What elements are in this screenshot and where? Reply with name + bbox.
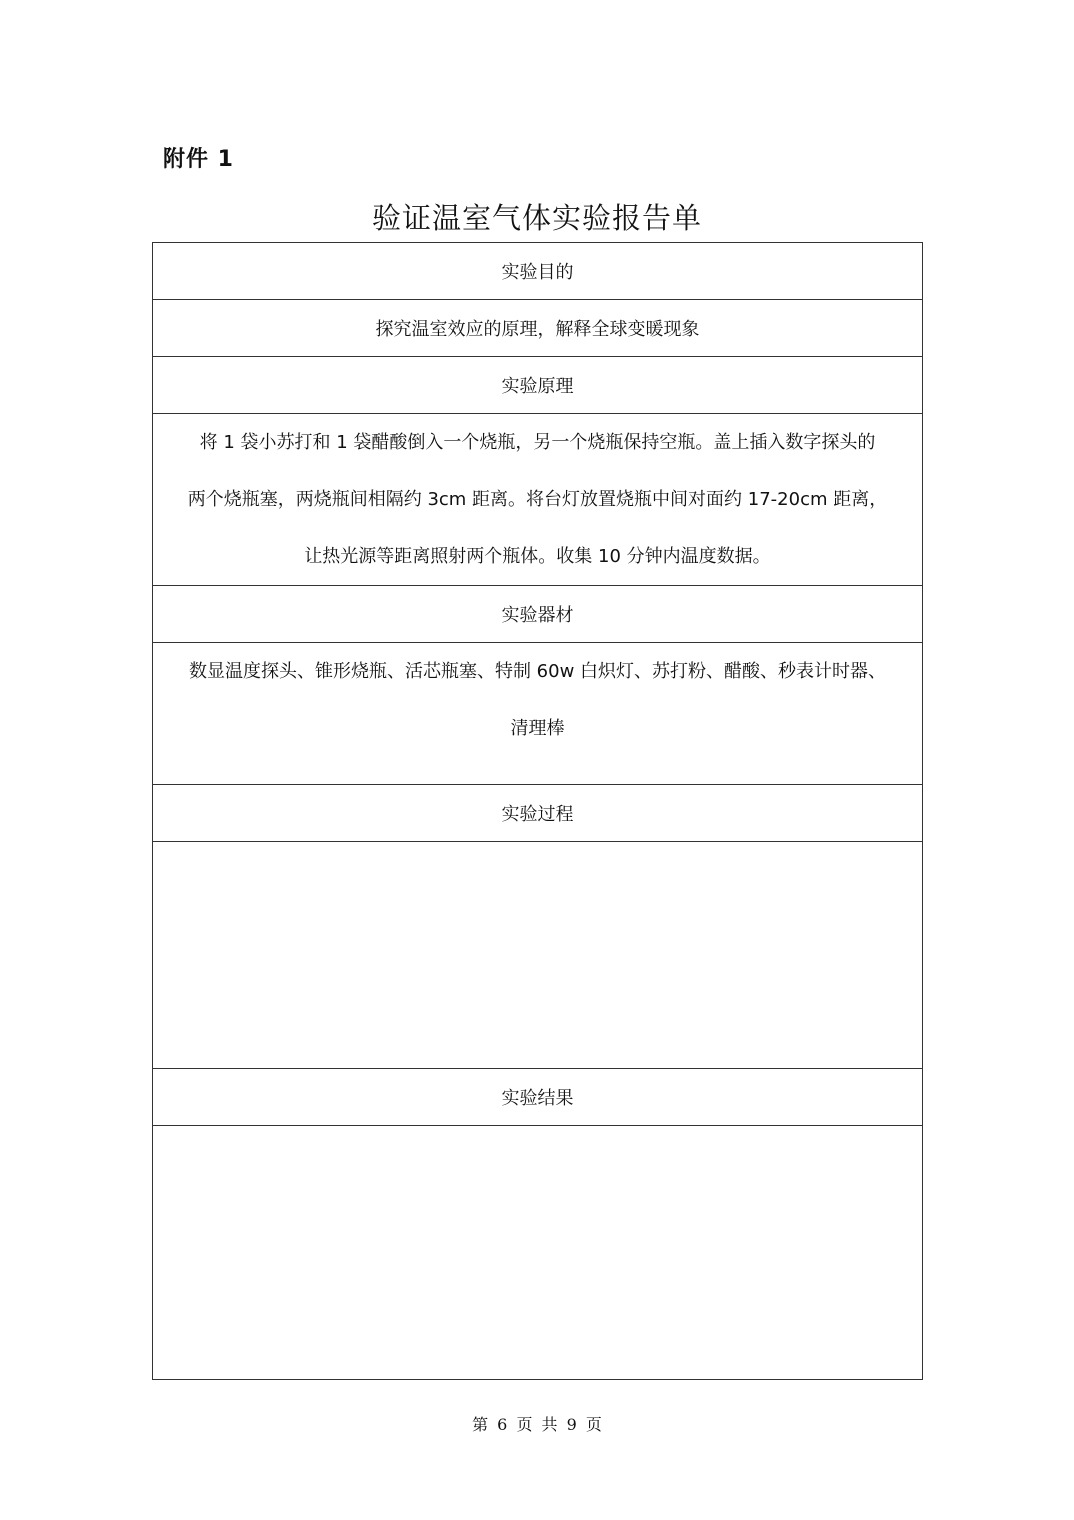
table-row <box>153 643 923 785</box>
principle-text <box>153 414 923 586</box>
result-header: 实验结果 <box>153 1069 923 1126</box>
document-title: 验证温室气体实验报告单 <box>371 201 702 235</box>
table-row <box>153 300 923 357</box>
principle-line-3: 让热光源等距离照射两个瓶体。收集 10 分钟内温度数据。 <box>304 546 771 567</box>
principle-header: 实验原理 <box>153 357 923 414</box>
process-body[interactable] <box>153 842 923 1069</box>
attachment-label: 附件 1 <box>163 147 234 172</box>
process-header: 实验过程 <box>153 785 923 842</box>
materials-line-1: 数显温度探头、锥形烧瓶、活芯瓶塞、特制 60w 白炽灯、苏打粉、醋酸、秒表计时器、 <box>188 661 887 682</box>
materials-line-2: 清理棒 <box>510 718 565 739</box>
purpose-text: 探究温室效应的原理，解释全球变暖现象 <box>153 300 923 357</box>
materials-header: 实验器材 <box>153 586 923 643</box>
result-body[interactable] <box>153 1126 923 1380</box>
table-row <box>153 414 923 586</box>
report-table <box>152 242 923 1380</box>
principle-line-1: 将 1 袋小苏打和 1 袋醋酸倒入一个烧瓶，另一个烧瓶保持空瓶。盖上插入数字探头的 <box>199 432 876 453</box>
table-row <box>153 1126 923 1380</box>
materials-text <box>153 643 923 785</box>
page-footer: 第 6 页 共 9 页 <box>472 1415 602 1434</box>
table-row <box>153 842 923 1069</box>
table-row <box>153 785 923 842</box>
table-row <box>153 1069 923 1126</box>
principle-line-2: 两个烧瓶塞，两烧瓶间相隔约 3cm 距离。将台灯放置烧瓶中间对面约 17-20cm 距离， <box>187 489 888 510</box>
purpose-header: 实验目的 <box>153 243 923 300</box>
table-row <box>153 586 923 643</box>
table-row <box>153 243 923 300</box>
table-row <box>153 357 923 414</box>
